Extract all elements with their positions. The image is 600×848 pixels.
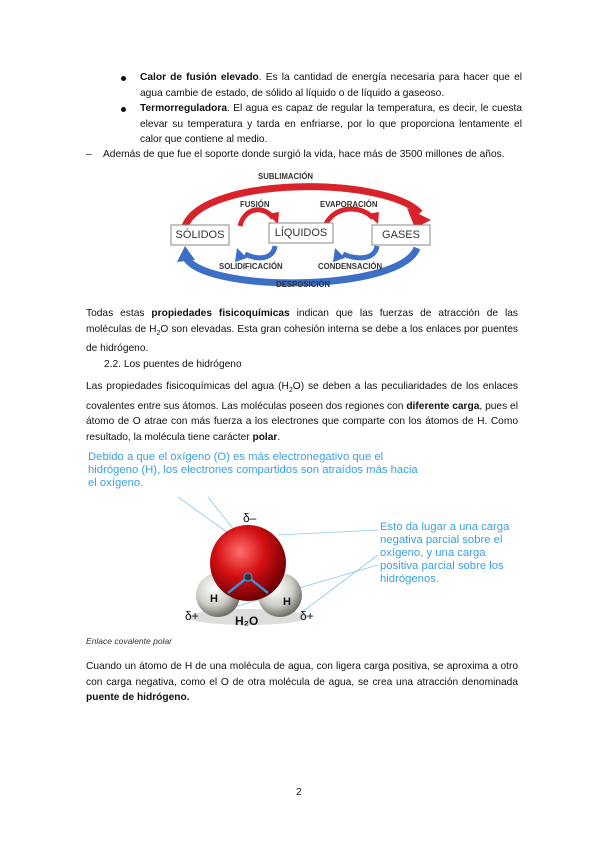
bullet-term-1: Calor de fusión elevado xyxy=(140,72,259,83)
bullet-dot-1 xyxy=(121,76,126,81)
state-solids: SÓLIDOS xyxy=(175,229,225,241)
oxygen-atom xyxy=(210,525,286,601)
label-solidification: SOLIDIFICACIÓN xyxy=(219,262,283,271)
bullet-text-2: . El agua es capaz de regular la temperatura, es decir, le cuesta elevar su temperatura y tarda en enfriarse, por lo que proporciona lentamente el calor que contiene al medio. xyxy=(140,103,522,145)
page-number: 2 xyxy=(296,787,302,798)
paragraph-polar: Las propiedades fisicoquímicas del agua $(H_2O)$ se deben a las peculiaridades de los enlaces covalentes entre sus átomos. Las moléculas poseen dos regiones con diferente carga, pues el átomo de O atrae con más fuerza a los electrones que comparte con los átomos de H. Como resultado, la molécula tiene carácter polar. xyxy=(86,381,519,443)
paragraph-properties: Todas estas propiedades fisicoquímicas indican que las fuerzas de atracción de las moléculas de $H_2O$ son elevadas. Esta gran cohesión interna se debe a los enlaces por puentes de hidrógeno. xyxy=(86,308,518,355)
evaporation-arrowhead xyxy=(367,212,379,224)
leader-line-right-1 xyxy=(278,530,378,535)
label-sublimation: SUBLIMACIÓN xyxy=(258,172,314,181)
molecule-note-right: Esto da lugar a una carga negativa parcial sobre el oxígeno, y una carga positiva parcial sobre los hidrógenos. xyxy=(380,521,510,585)
label-deposition: DESPOSICIÓN xyxy=(276,280,331,289)
figure-caption: Enlace covalente polar xyxy=(86,636,173,646)
sublimation-arrow xyxy=(185,187,420,226)
fusion-arrowhead xyxy=(267,212,279,224)
molecule-note-top: Debido a que el oxígeno (O) es más electronegativo que el hidrógeno (H), los electrones compartidos son atraídos más hacia el oxígeno. xyxy=(88,451,418,489)
state-gases: GASES xyxy=(382,229,420,241)
water-formula: H₂O xyxy=(235,614,259,628)
section-heading: 2.2. Los puentes de hidrógeno xyxy=(104,359,242,370)
label-condensation: CONDENSACIÓN xyxy=(318,262,383,271)
bullet-item-1 xyxy=(140,70,522,101)
bullet-text-1: . Es la cantidad de energía necesaria para hacer que el agua cambie de estado, de sólido al líquido o de líquido a gaseoso. xyxy=(140,72,523,99)
label-evaporation: EVAPORACIÓN xyxy=(320,200,378,209)
condensation-arrow xyxy=(343,246,377,258)
bullet-dot-2 xyxy=(121,107,126,112)
hydrogen-right-label: H xyxy=(283,596,291,608)
hydrogen-left-label: H xyxy=(210,593,218,605)
paragraph-hydrogen-bond: Cuando un átomo de H de una molécula de agua, con ligera carga positiva, se aproxima a otro con carga negativa, como el O de otra molécula de agua, se crea una atracción denominada puente de hidrógeno. xyxy=(86,661,518,703)
bullet-item-2 xyxy=(140,101,522,148)
delta-plus-left-label: δ+ xyxy=(185,609,199,623)
label-fusion: FUSIÓN xyxy=(240,200,270,209)
delta-minus-label: δ– xyxy=(243,511,257,525)
solidification-arrow xyxy=(245,246,275,258)
deposition-arrowhead xyxy=(177,246,195,262)
dash-item-text: Además de que fue el soporte donde surgió la vida, hace más de 3500 millones de años. xyxy=(103,149,505,160)
bullet-term-2: Termorreguladora xyxy=(140,103,227,114)
state-liquids: LÍQUIDOS xyxy=(274,227,328,239)
shared-electron xyxy=(244,573,252,581)
fusion-arrow xyxy=(240,210,273,226)
delta-plus-right-label: δ+ xyxy=(300,609,314,623)
dash-marker: – xyxy=(86,149,92,160)
